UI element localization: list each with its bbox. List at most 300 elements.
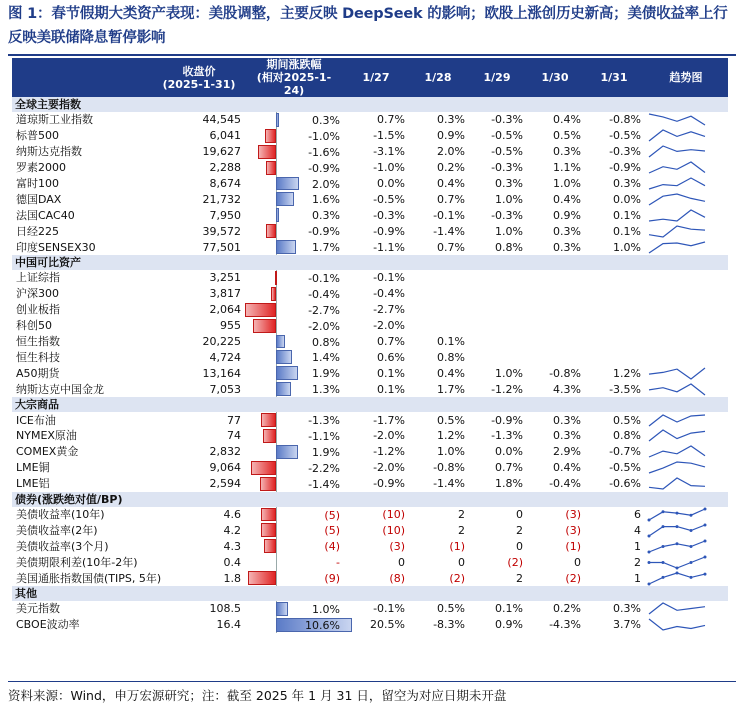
- daily-change-4: 0.3%: [553, 145, 581, 159]
- daily-change-3: [468, 286, 526, 302]
- change-value: -2.2%: [308, 461, 340, 475]
- sparkline: [647, 601, 707, 616]
- sparkline: [647, 444, 707, 459]
- table-row: [12, 507, 728, 523]
- trend-cell: [644, 207, 728, 223]
- change-value: 1.0%: [312, 603, 340, 617]
- sparkline-path: [649, 430, 705, 441]
- asset-name: A50期货: [16, 366, 60, 380]
- daily-change-1: (8): [389, 571, 405, 585]
- table-row: [12, 144, 728, 160]
- table-row: [12, 554, 728, 570]
- zero-axis: [276, 460, 277, 476]
- asset-name: 美债收益率(2年): [16, 523, 98, 537]
- close-value: 13,164: [202, 366, 241, 380]
- zero-axis: [276, 538, 277, 554]
- period-change: [244, 601, 344, 617]
- daily-change-2: 2: [458, 508, 465, 522]
- trend-cell: [644, 128, 728, 144]
- period-change: [244, 444, 344, 460]
- period-change: [244, 570, 344, 586]
- period-change: [244, 207, 344, 223]
- table-row: [12, 176, 728, 192]
- period-change: [244, 302, 344, 318]
- table-row: [12, 522, 728, 538]
- sparkline-point: [662, 545, 665, 548]
- daily-change-2: 1.0%: [437, 445, 465, 459]
- daily-change-1: (10): [382, 508, 405, 522]
- daily-change-2: -0.8%: [433, 461, 465, 475]
- period-change: [244, 128, 344, 144]
- daily-change-3: 0.8%: [495, 240, 523, 254]
- period-change: [244, 144, 344, 160]
- zero-axis: [276, 412, 277, 428]
- daily-change-2: 0.4%: [437, 366, 465, 380]
- sparkline-point: [648, 519, 651, 522]
- sparkline-point: [676, 566, 679, 569]
- daily-change-4: 0.9%: [553, 208, 581, 222]
- period-change: [244, 381, 344, 397]
- change-bar: [251, 461, 276, 475]
- change-value: -0.9%: [308, 225, 340, 239]
- period-change: [244, 412, 344, 428]
- sparkline: [647, 112, 707, 127]
- daily-change-1: -1.5%: [373, 129, 405, 143]
- close-value: 21,732: [202, 192, 241, 206]
- asset-name: LME铝: [16, 477, 50, 491]
- daily-change-5: -0.6%: [609, 477, 641, 491]
- table-row: [12, 318, 728, 334]
- daily-change-2: [408, 302, 468, 318]
- daily-change-5: 1.2%: [613, 366, 641, 380]
- trend-cell: [644, 334, 728, 350]
- change-value: (4): [324, 540, 340, 554]
- daily-change-5: -3.5%: [609, 382, 641, 396]
- sparkline-point: [648, 550, 651, 553]
- daily-change-5: -0.9%: [609, 161, 641, 175]
- daily-change-3: -0.9%: [491, 413, 523, 427]
- daily-change-1: -0.9%: [373, 477, 405, 491]
- sparkline-point: [676, 542, 679, 545]
- daily-change-5: 2: [634, 555, 641, 569]
- period-change: [244, 476, 344, 492]
- change-value: 1.6%: [312, 193, 340, 207]
- period-change: [244, 349, 344, 365]
- daily-change-1: -2.0%: [373, 319, 405, 333]
- change-bar: [271, 287, 276, 301]
- table-body: [12, 97, 728, 633]
- sparkline-path: [649, 242, 705, 253]
- sparkline: [647, 144, 707, 159]
- daily-change-1: -3.1%: [373, 145, 405, 159]
- sparkline-path: [649, 368, 705, 379]
- period-change: [244, 617, 344, 633]
- table-row: [12, 334, 728, 350]
- daily-change-4: 0.3%: [553, 429, 581, 443]
- daily-change-4: 0.5%: [553, 129, 581, 143]
- daily-change-4: [526, 270, 584, 286]
- table-row: [12, 160, 728, 176]
- change-value: -0.4%: [308, 287, 340, 301]
- daily-change-5: [584, 302, 644, 318]
- change-bar: [260, 477, 276, 491]
- sparkline-path: [649, 194, 705, 205]
- change-value: (5): [324, 508, 340, 522]
- daily-change-3: -0.3%: [491, 208, 523, 222]
- table-row: [12, 365, 728, 381]
- change-bar: [266, 161, 276, 175]
- period-change: [244, 318, 344, 334]
- trend-cell: [644, 617, 728, 633]
- period-change: [244, 460, 344, 476]
- close-value: 2,594: [209, 477, 241, 491]
- asset-name: 富时100: [16, 177, 59, 190]
- daily-change-4: -0.4%: [549, 477, 581, 491]
- asset-name: ICE布油: [16, 413, 56, 427]
- close-value: 39,572: [202, 224, 241, 238]
- asset-name: 上证综指: [16, 271, 60, 285]
- sparkline: [647, 413, 707, 428]
- period-change: [244, 428, 344, 444]
- daily-change-2: -1.4%: [433, 477, 465, 491]
- daily-change-4: -0.8%: [549, 366, 581, 380]
- daily-change-3: [468, 302, 526, 318]
- period-change: [244, 160, 344, 176]
- daily-change-1: -0.9%: [373, 224, 405, 238]
- trend-cell: [644, 270, 728, 286]
- daily-change-1: -1.0%: [373, 161, 405, 175]
- table-row: [12, 286, 728, 302]
- daily-change-3: -1.3%: [491, 429, 523, 443]
- asset-name: 标普500: [16, 129, 59, 143]
- sparkline-path: [649, 162, 705, 173]
- sparkline: [647, 476, 707, 491]
- period-change: [244, 270, 344, 286]
- change-bar: [276, 350, 292, 364]
- daily-change-4: [526, 302, 584, 318]
- asset-name: LME铜: [16, 461, 50, 475]
- header-date-1: 1/27: [344, 58, 408, 97]
- table-row: [12, 460, 728, 476]
- asset-name: 纳斯达克中国金龙: [16, 382, 104, 396]
- close-value: 955: [220, 319, 241, 333]
- daily-change-3: -0.5%: [491, 145, 523, 159]
- daily-change-5: -0.7%: [609, 445, 641, 459]
- sparkline-point: [690, 529, 693, 532]
- table-row: [12, 239, 728, 255]
- daily-change-3: 1.0%: [495, 224, 523, 238]
- sparkline-path: [649, 130, 705, 141]
- sparkline-path: [649, 573, 705, 584]
- change-bar: [276, 602, 288, 616]
- sparkline: [647, 382, 707, 397]
- change-bar: [248, 571, 276, 585]
- change-value: 1.9%: [312, 367, 340, 381]
- table-row: [12, 191, 728, 207]
- zero-axis: [276, 223, 277, 239]
- section-header: [12, 492, 728, 507]
- table-row: [12, 270, 728, 286]
- change-value: (9): [324, 572, 340, 586]
- daily-change-2: 0: [458, 555, 465, 569]
- table-row: [12, 412, 728, 428]
- sparkline-point: [704, 572, 707, 575]
- close-value: 4.2: [223, 523, 241, 537]
- daily-change-5: 1: [634, 539, 641, 553]
- sparkline-point: [676, 571, 679, 574]
- source-note: 资料来源：Wind，申万宏源研究；注：截至 2025 年 1 月 31 日，留空为对应日期未开盘: [8, 688, 507, 703]
- table-row: [12, 538, 728, 554]
- trend-cell: [644, 239, 728, 255]
- sparkline-point: [704, 508, 707, 511]
- trend-cell: [644, 223, 728, 239]
- sparkline-point: [690, 545, 693, 548]
- close-value: 108.5: [209, 602, 241, 616]
- change-value: 0.3%: [312, 114, 340, 127]
- daily-change-1: (10): [382, 523, 405, 537]
- table-row: [12, 112, 728, 128]
- header-close: 收盘价 (2025-1-31): [154, 58, 244, 97]
- daily-change-3: 0.9%: [495, 618, 523, 632]
- zero-axis: [276, 128, 277, 144]
- table-row: [12, 128, 728, 144]
- close-value: 9,064: [209, 461, 241, 475]
- header-name: [12, 58, 154, 97]
- daily-change-5: [584, 349, 644, 365]
- asset-name: 美债期限利差(10年-2年): [16, 555, 138, 569]
- sparkline-point: [662, 510, 665, 513]
- change-value: 1.3%: [312, 383, 340, 397]
- change-value: -1.6%: [308, 145, 340, 159]
- daily-change-3: 0.1%: [495, 602, 523, 616]
- top-rule: [8, 54, 736, 56]
- period-change: [244, 286, 344, 302]
- daily-change-3: 0.3%: [495, 177, 523, 190]
- change-bar: [264, 539, 276, 553]
- asset-name: NYMEX原油: [16, 429, 77, 443]
- daily-change-1: -1.1%: [373, 240, 405, 254]
- daily-change-2: (1): [449, 539, 465, 553]
- sparkline-path: [649, 603, 705, 614]
- close-value: 0.4: [223, 555, 241, 569]
- period-change: [244, 239, 344, 255]
- change-value: -2.7%: [308, 303, 340, 317]
- sparkline-point: [704, 539, 707, 542]
- daily-change-1: -2.7%: [373, 303, 405, 317]
- asset-name: 道琼斯工业指数: [16, 113, 93, 127]
- daily-change-4: 0.4%: [553, 461, 581, 475]
- close-value: 44,545: [202, 113, 241, 127]
- zero-axis: [276, 144, 277, 160]
- daily-change-4: (2): [565, 571, 581, 585]
- sparkline: [647, 555, 707, 570]
- sparkline: [647, 507, 707, 522]
- daily-change-4: 0.3%: [553, 413, 581, 427]
- section-header: [12, 397, 728, 412]
- daily-change-2: (2): [449, 571, 465, 585]
- sparkline-point: [648, 582, 651, 585]
- sparkline: [647, 160, 707, 175]
- sparkline-path: [649, 446, 705, 457]
- change-value: -: [336, 556, 340, 570]
- zero-axis: [276, 160, 277, 176]
- daily-change-3: 2: [516, 523, 523, 537]
- zero-axis: [276, 476, 277, 492]
- sparkline-path: [649, 462, 705, 473]
- asset-name: 恒生指数: [16, 335, 60, 349]
- daily-change-2: 0.7%: [437, 192, 465, 206]
- daily-change-5: [584, 286, 644, 302]
- daily-change-5: -0.5%: [609, 461, 641, 475]
- daily-change-1: 0.6%: [377, 350, 405, 364]
- trend-cell: [644, 318, 728, 334]
- table-row: [12, 381, 728, 397]
- daily-change-5: 0.8%: [613, 429, 641, 443]
- daily-change-1: 0.0%: [377, 177, 405, 190]
- bottom-rule: [8, 681, 736, 682]
- daily-change-4: 0.3%: [553, 240, 581, 254]
- sparkline: [647, 176, 707, 191]
- asset-name: 法国CAC40: [16, 208, 75, 222]
- daily-change-2: [408, 286, 468, 302]
- sparkline-point: [662, 525, 665, 528]
- daily-change-5: 0.1%: [613, 208, 641, 222]
- header-row: [12, 58, 728, 97]
- asset-name: COMEX黄金: [16, 445, 79, 459]
- daily-change-3: 1.0%: [495, 192, 523, 206]
- change-bar: [261, 523, 277, 537]
- asset-name: 创业板指: [16, 303, 60, 317]
- section-title: 债券(涨跌绝对值/BP): [12, 492, 728, 507]
- zero-axis: [276, 554, 277, 570]
- sparkline: [647, 460, 707, 475]
- trend-cell: [644, 349, 728, 365]
- daily-change-3: [468, 334, 526, 350]
- daily-change-2: 0.5%: [437, 602, 465, 616]
- daily-change-2: 2: [458, 523, 465, 537]
- trend-cell: [644, 476, 728, 492]
- daily-change-2: 0.8%: [437, 350, 465, 364]
- daily-change-1: -0.1%: [373, 271, 405, 285]
- change-bar: [266, 224, 276, 238]
- daily-change-2: -8.3%: [433, 618, 465, 632]
- daily-change-5: -0.3%: [609, 145, 641, 159]
- daily-change-5: [584, 270, 644, 286]
- sparkline-point: [662, 575, 665, 578]
- change-bar: [263, 429, 276, 443]
- change-value: 1.7%: [312, 241, 340, 255]
- trend-cell: [644, 554, 728, 570]
- close-value: 16.4: [216, 618, 241, 632]
- period-change: [244, 334, 344, 350]
- daily-change-4: 1.1%: [553, 161, 581, 175]
- daily-change-4: 0: [574, 555, 581, 569]
- trend-cell: [644, 286, 728, 302]
- daily-change-1: -0.4%: [373, 287, 405, 301]
- daily-change-2: 2.0%: [437, 145, 465, 159]
- change-value: -1.0%: [308, 129, 340, 143]
- change-value: 2.0%: [312, 177, 340, 191]
- asset-name: 美债收益率(10年): [16, 508, 105, 522]
- trend-cell: [644, 365, 728, 381]
- zero-axis: [276, 428, 277, 444]
- daily-change-3: 1.0%: [495, 366, 523, 380]
- daily-change-4: [526, 334, 584, 350]
- close-value: 2,832: [209, 445, 241, 459]
- daily-change-1: -2.0%: [373, 461, 405, 475]
- change-bar: [276, 382, 291, 396]
- asset-name: 纳斯达克指数: [16, 145, 82, 159]
- daily-change-5: -0.8%: [609, 113, 641, 127]
- daily-change-1: -0.3%: [373, 208, 405, 222]
- sparkline: [647, 428, 707, 443]
- daily-change-4: 4.3%: [553, 382, 581, 396]
- zero-axis: [276, 302, 277, 318]
- trend-cell: [644, 160, 728, 176]
- trend-cell: [644, 601, 728, 617]
- sparkline-path: [649, 226, 705, 237]
- sparkline-path: [649, 146, 705, 157]
- trend-cell: [644, 460, 728, 476]
- daily-change-5: 3.7%: [613, 618, 641, 632]
- daily-change-4: 0.3%: [553, 224, 581, 238]
- sparkline: [647, 208, 707, 223]
- period-change: [244, 538, 344, 554]
- section-title: 大宗商品: [12, 397, 728, 412]
- change-value: -1.3%: [308, 414, 340, 428]
- period-change: [244, 176, 344, 192]
- daily-change-2: 0.7%: [437, 240, 465, 254]
- daily-change-2: 0.2%: [437, 161, 465, 175]
- close-value: 2,288: [209, 161, 241, 175]
- table-row: [12, 428, 728, 444]
- asset-name: 德国DAX: [16, 192, 62, 206]
- table-row: [12, 570, 728, 586]
- table-row: [12, 223, 728, 239]
- sparkline-path: [649, 384, 705, 395]
- daily-change-4: 0.2%: [553, 602, 581, 616]
- daily-change-3: 1.8%: [495, 477, 523, 491]
- sparkline-point: [690, 575, 693, 578]
- daily-change-3: 0: [516, 508, 523, 522]
- period-change: [244, 112, 344, 128]
- asset-name: 恒生科技: [16, 350, 60, 364]
- asset-name: 美债收益率(3个月): [16, 539, 109, 553]
- daily-change-2: 0.1%: [437, 335, 465, 349]
- daily-change-5: 0.3%: [613, 602, 641, 616]
- trend-cell: [644, 412, 728, 428]
- daily-change-3: -1.2%: [491, 382, 523, 396]
- trend-cell: [644, 444, 728, 460]
- daily-change-4: [526, 349, 584, 365]
- section-title: 中国可比资产: [12, 255, 728, 270]
- sparkline-path: [649, 178, 705, 189]
- change-bar: [276, 113, 279, 127]
- change-bar: [276, 445, 298, 459]
- sparkline: [647, 366, 707, 381]
- daily-change-1: 0: [398, 555, 405, 569]
- sparkline: [647, 539, 707, 554]
- zero-axis: [276, 570, 277, 586]
- close-value: 4,724: [209, 350, 241, 364]
- close-value: 3,251: [209, 271, 241, 285]
- change-bar: [276, 366, 298, 380]
- sparkline-path: [649, 557, 705, 568]
- sparkline-point: [690, 561, 693, 564]
- sparkline-point: [704, 523, 707, 526]
- trend-cell: [644, 570, 728, 586]
- asset-name: 科创50: [16, 319, 52, 333]
